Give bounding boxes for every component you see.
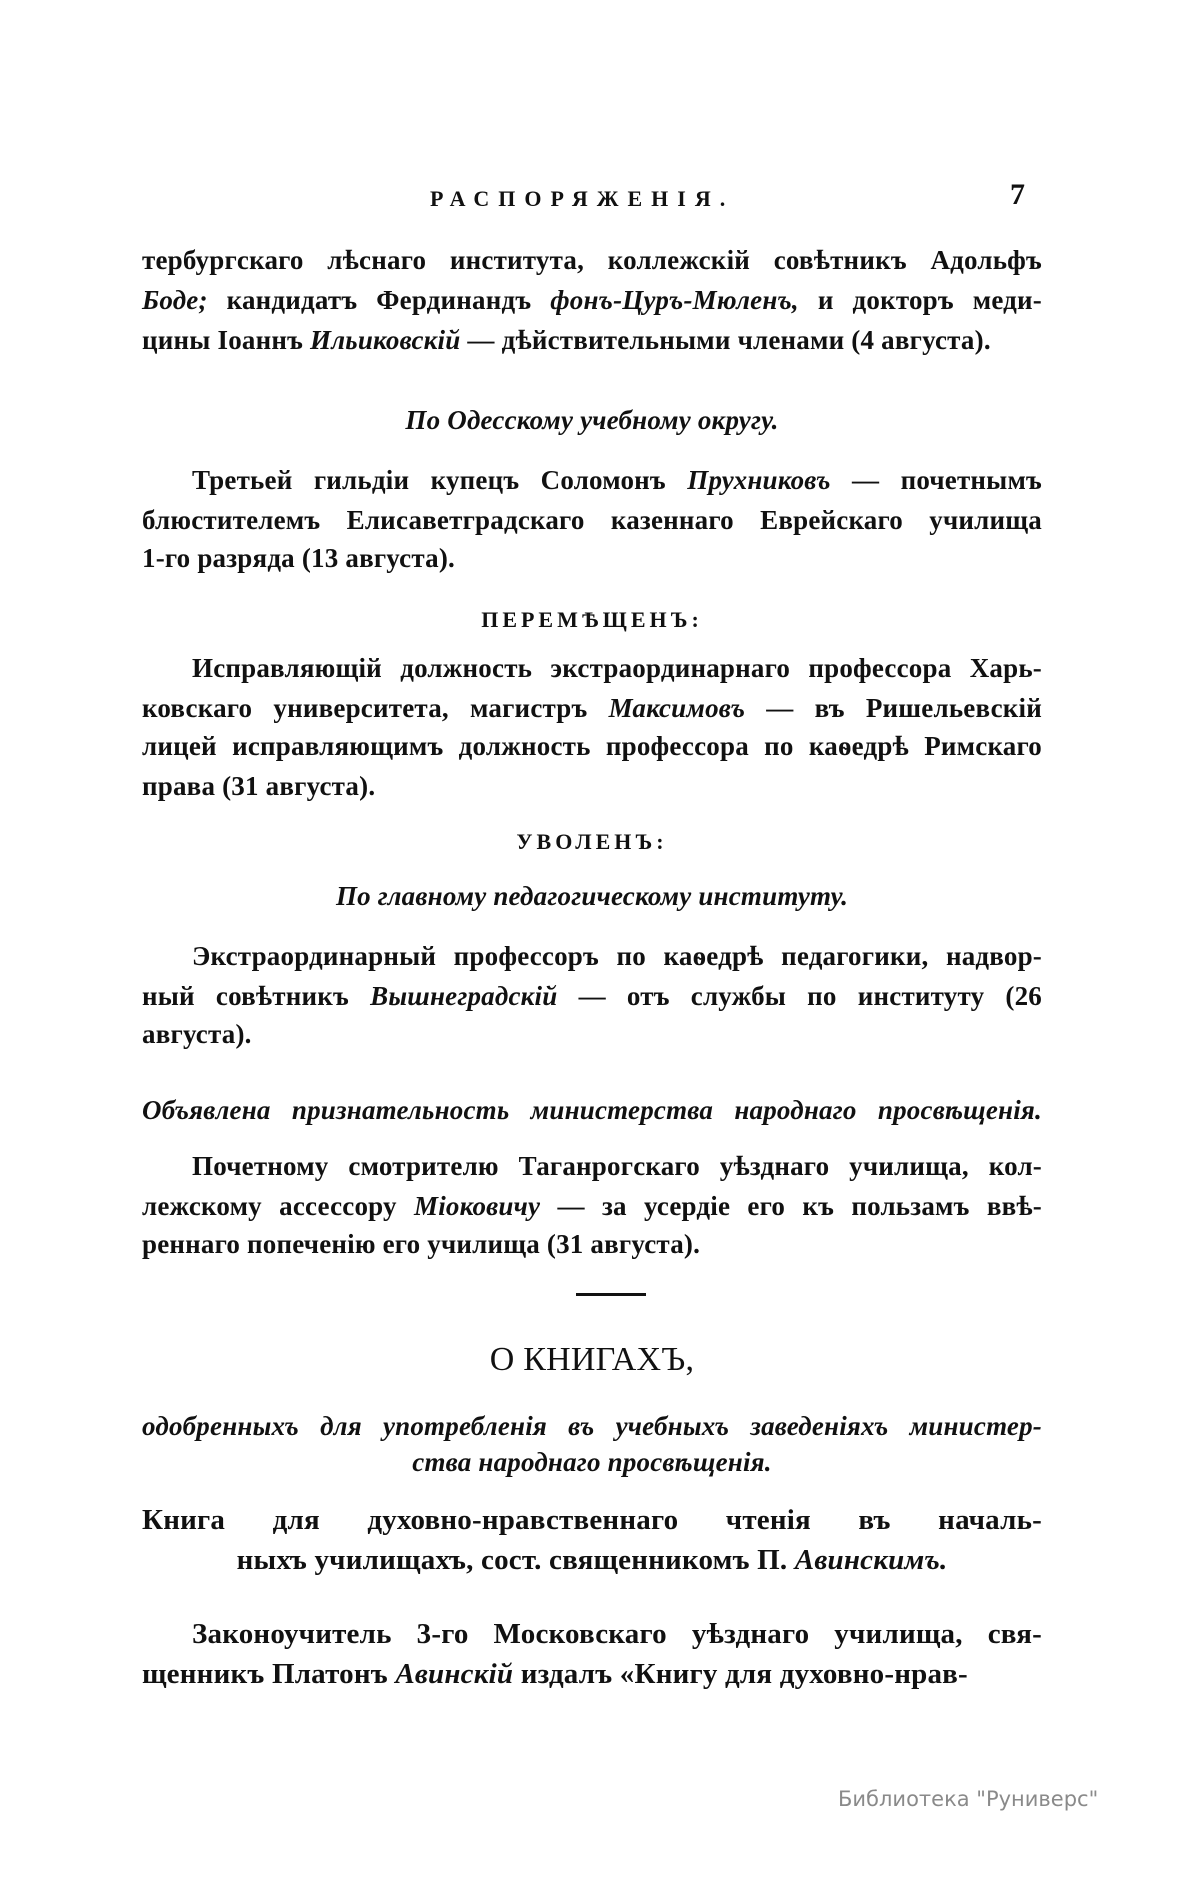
text-span: тербургскаго лѣснаго института, коллежскій совѣтникъ Адольфъ	[142, 245, 1042, 275]
watermark: Библиотека "Руниверс"	[838, 1787, 1099, 1811]
text-span: реннаго попеченію его училища (31 августа).	[142, 1229, 701, 1259]
text-span: ный совѣтникъ	[142, 981, 371, 1011]
italic-text: Авинскимъ.	[794, 1544, 948, 1576]
text-span: ковскаго университета, магистръ	[142, 693, 609, 723]
text-line	[142, 770, 1042, 802]
text-span: Почетному смотрителю Таганрогскаго уѣзднаго училища, кол-	[192, 1151, 1042, 1181]
italic-text: Максимовъ	[608, 693, 746, 723]
text-line	[142, 730, 1042, 762]
page-number: 7	[1010, 178, 1025, 211]
text-span: — дѣйствительными членами (4 августа).	[460, 325, 991, 355]
italic-text: Прухниковъ	[687, 465, 831, 495]
text-span: УВОЛЕНЪ:	[516, 829, 668, 854]
text-line	[142, 604, 1042, 636]
text-span: и докторъ меди-	[798, 285, 1042, 315]
text-line	[192, 652, 1042, 684]
italic-text: Вышнеградскій	[370, 981, 558, 1011]
text-line	[142, 1504, 1042, 1536]
text-span: Третьей гильдіи купецъ Соломонъ	[192, 465, 688, 495]
italic-text: Авинскій	[395, 1658, 514, 1690]
text-line	[192, 464, 1042, 496]
text-span: ПЕРЕМѢЩЕНЪ:	[481, 607, 703, 632]
text-span: — за усердіе его къ пользамъ ввѣ-	[540, 1191, 1042, 1221]
text-line	[142, 504, 1042, 536]
text-span: — отъ службы по институту (26	[557, 981, 1042, 1011]
italic-text: ства народнаго просвѣщенія.	[412, 1447, 772, 1477]
italic-text: Боде;	[142, 285, 208, 315]
italic-text: По Одесскому учебному округу.	[405, 405, 779, 435]
text-span: права (31 августа).	[142, 771, 376, 801]
text-span: 1-го разряда (13 августа).	[142, 543, 455, 573]
text-span: Книга для духовно-нравственнаго чтенія въ началь-	[142, 1504, 1042, 1536]
text-line	[142, 1446, 1042, 1478]
text-span: издалъ «Книгу для духовно-нрав-	[513, 1658, 968, 1690]
text-line	[142, 1190, 1042, 1222]
text-line	[142, 1094, 1042, 1126]
text-line	[142, 1341, 1042, 1378]
italic-text: Объявлена признательность министерства народнаго просвѣщенія.	[142, 1095, 1042, 1125]
text-span: Экстраординарный профессоръ по каѳедрѣ педагогики, надвор-	[192, 941, 1042, 971]
text-line	[142, 1410, 1042, 1442]
text-line	[142, 1658, 1042, 1690]
text-span: — въ Ришельевскій	[745, 693, 1042, 723]
text-line	[142, 324, 1042, 356]
text-line	[192, 940, 1042, 972]
text-span: ныхъ училищахъ, сост. священникомъ П.	[236, 1544, 795, 1576]
italic-text: По главному педагогическому институту.	[335, 881, 849, 911]
text-span: Законоучитель 3-го Московскаго уѣзднаго училища, свя-	[192, 1618, 1042, 1650]
text-span: щенникъ Платонъ	[142, 1658, 396, 1690]
italic-text: Ильиковскій	[310, 325, 461, 355]
text-line	[192, 1618, 1042, 1650]
text-line	[142, 404, 1042, 436]
text-span: блюстителемъ Елисаветградскаго казеннаго Еврейскаго училища	[142, 505, 1042, 535]
italic-text: фонъ-Цуръ-Мюленъ,	[550, 285, 799, 315]
text-line	[142, 1544, 1042, 1576]
italic-text: одобренныхъ для употребленія въ учебныхъ заведеніяхъ министер-	[142, 1411, 1042, 1441]
text-line	[142, 244, 1042, 276]
text-line	[142, 542, 1042, 574]
text-line	[142, 1018, 1042, 1050]
text-line	[142, 1228, 1042, 1260]
section-rule	[576, 1293, 646, 1296]
text-span: кандидатъ Фердинандъ	[207, 285, 551, 315]
text-line	[192, 1150, 1042, 1182]
text-span: лицей исправляющимъ должность профессора по каѳедрѣ Римскаго	[142, 731, 1042, 761]
text-span: лежскому ассессору	[142, 1191, 414, 1221]
text-span: цины Іоаннъ	[142, 325, 311, 355]
text-line	[142, 980, 1042, 1012]
text-span: О КНИГАХЪ,	[489, 1341, 695, 1378]
running-title: РАСПОРЯЖЕНІЯ.	[430, 186, 735, 211]
text-span: августа).	[142, 1019, 252, 1049]
text-line	[142, 284, 1042, 316]
text-line	[142, 880, 1042, 912]
italic-text: Міоковичу	[413, 1191, 541, 1221]
text-span: — почетнымъ	[830, 465, 1042, 495]
text-span: Исправляющій должность экстраординарнаго профессора Харь-	[192, 653, 1042, 683]
text-line	[142, 826, 1042, 858]
text-line	[142, 692, 1042, 724]
